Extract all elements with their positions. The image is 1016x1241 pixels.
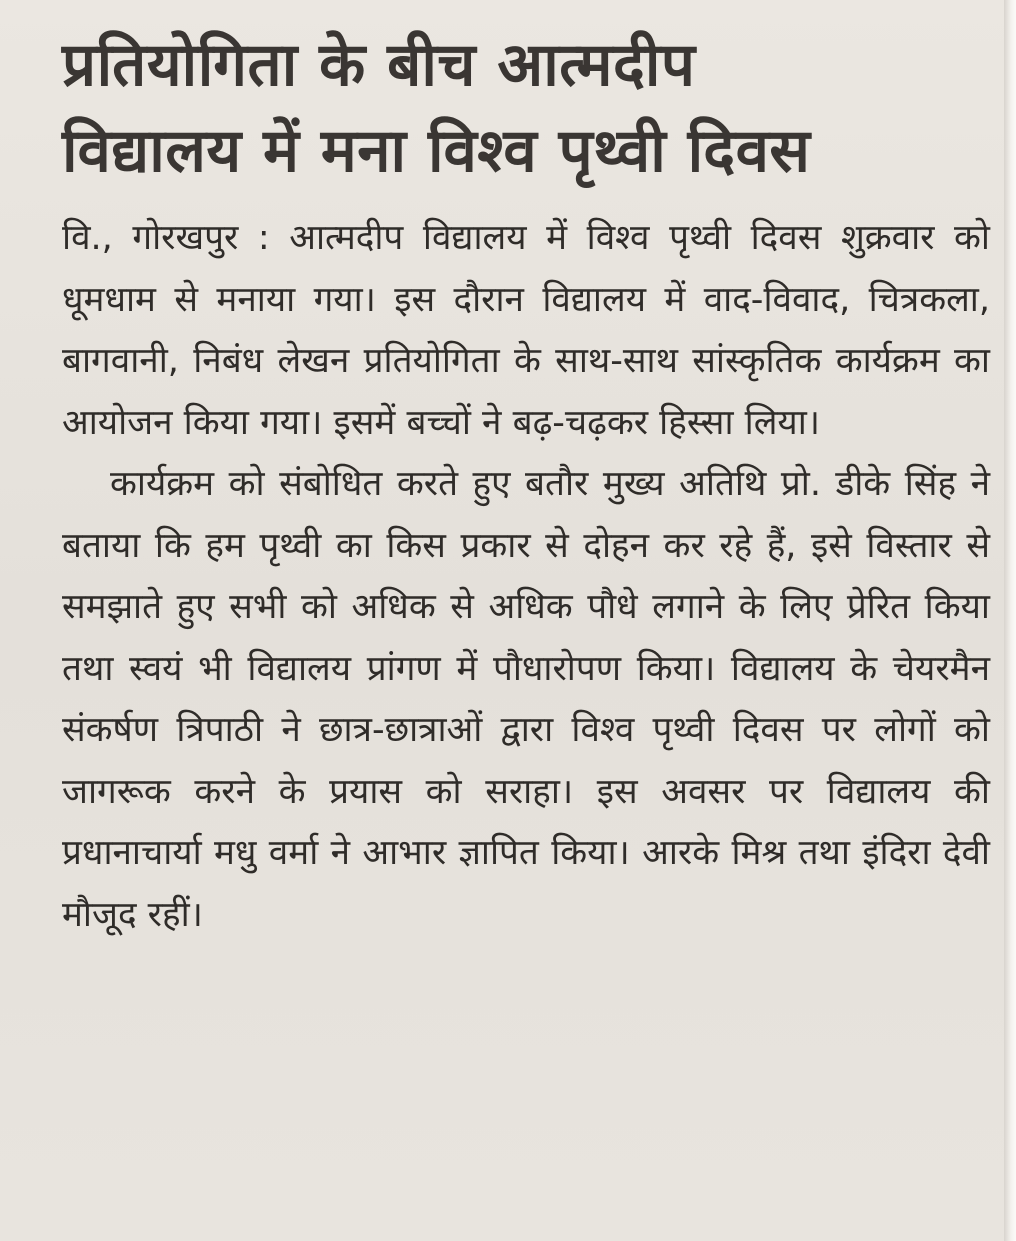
headline [62,22,990,194]
headline-line-2: विद्यालय में मना विश्व पृथ्वी दिवस [62,116,811,186]
paragraph-1-text: आत्मदीप विद्यालय में विश्व पृथ्वी दिवस शुक्रवार को धूमधाम से मनाया गया। इस दौरान विद्यालय में वाद-विवाद, चित्रकला, बागवानी, निबंध लेखन प्रतियोगिता के साथ-साथ सांस्कृतिक कार्यक्रम का आयोजन किया गया। इसमें बच्चों ने बढ़-चढ़कर हिस्सा लिया। [62,218,990,443]
article-body [62,208,990,946]
headline-line-1: प्रतियोगिता के बीच आत्मदीप [62,30,696,100]
page-edge [1004,0,1016,1241]
article-paragraph-1 [62,208,990,454]
dateline: वि., गोरखपुर : [62,218,270,258]
article-paragraph-2: कार्यक्रम को संबोधित करते हुए बतौर मुख्य अतिथि प्रो. डीके सिंह ने बताया कि हम पृथ्वी का किस प्रकार से दोहन कर रहे हैं, इसे विस्तार से समझाते हुए सभी को अधिक से अधिक पौधे लगाने के लिए प्रेरित किया तथा स्वयं भी विद्यालय प्रांगण में पौधारोपण किया। विद्यालय के चेयरमैन संकर्षण त्रिपाठी ने छात्र-छात्राओं द्वारा विश्व पृथ्वी दिवस पर लोगों को जागरूक करने के प्रयास को सराहा। इस अवसर पर विद्यालय की प्रधानाचार्या मधु वर्मा ने आभार ज्ञापित किया। आरके मिश्र तथा इंदिरा देवी मौजूद रहीं। [62,464,990,935]
